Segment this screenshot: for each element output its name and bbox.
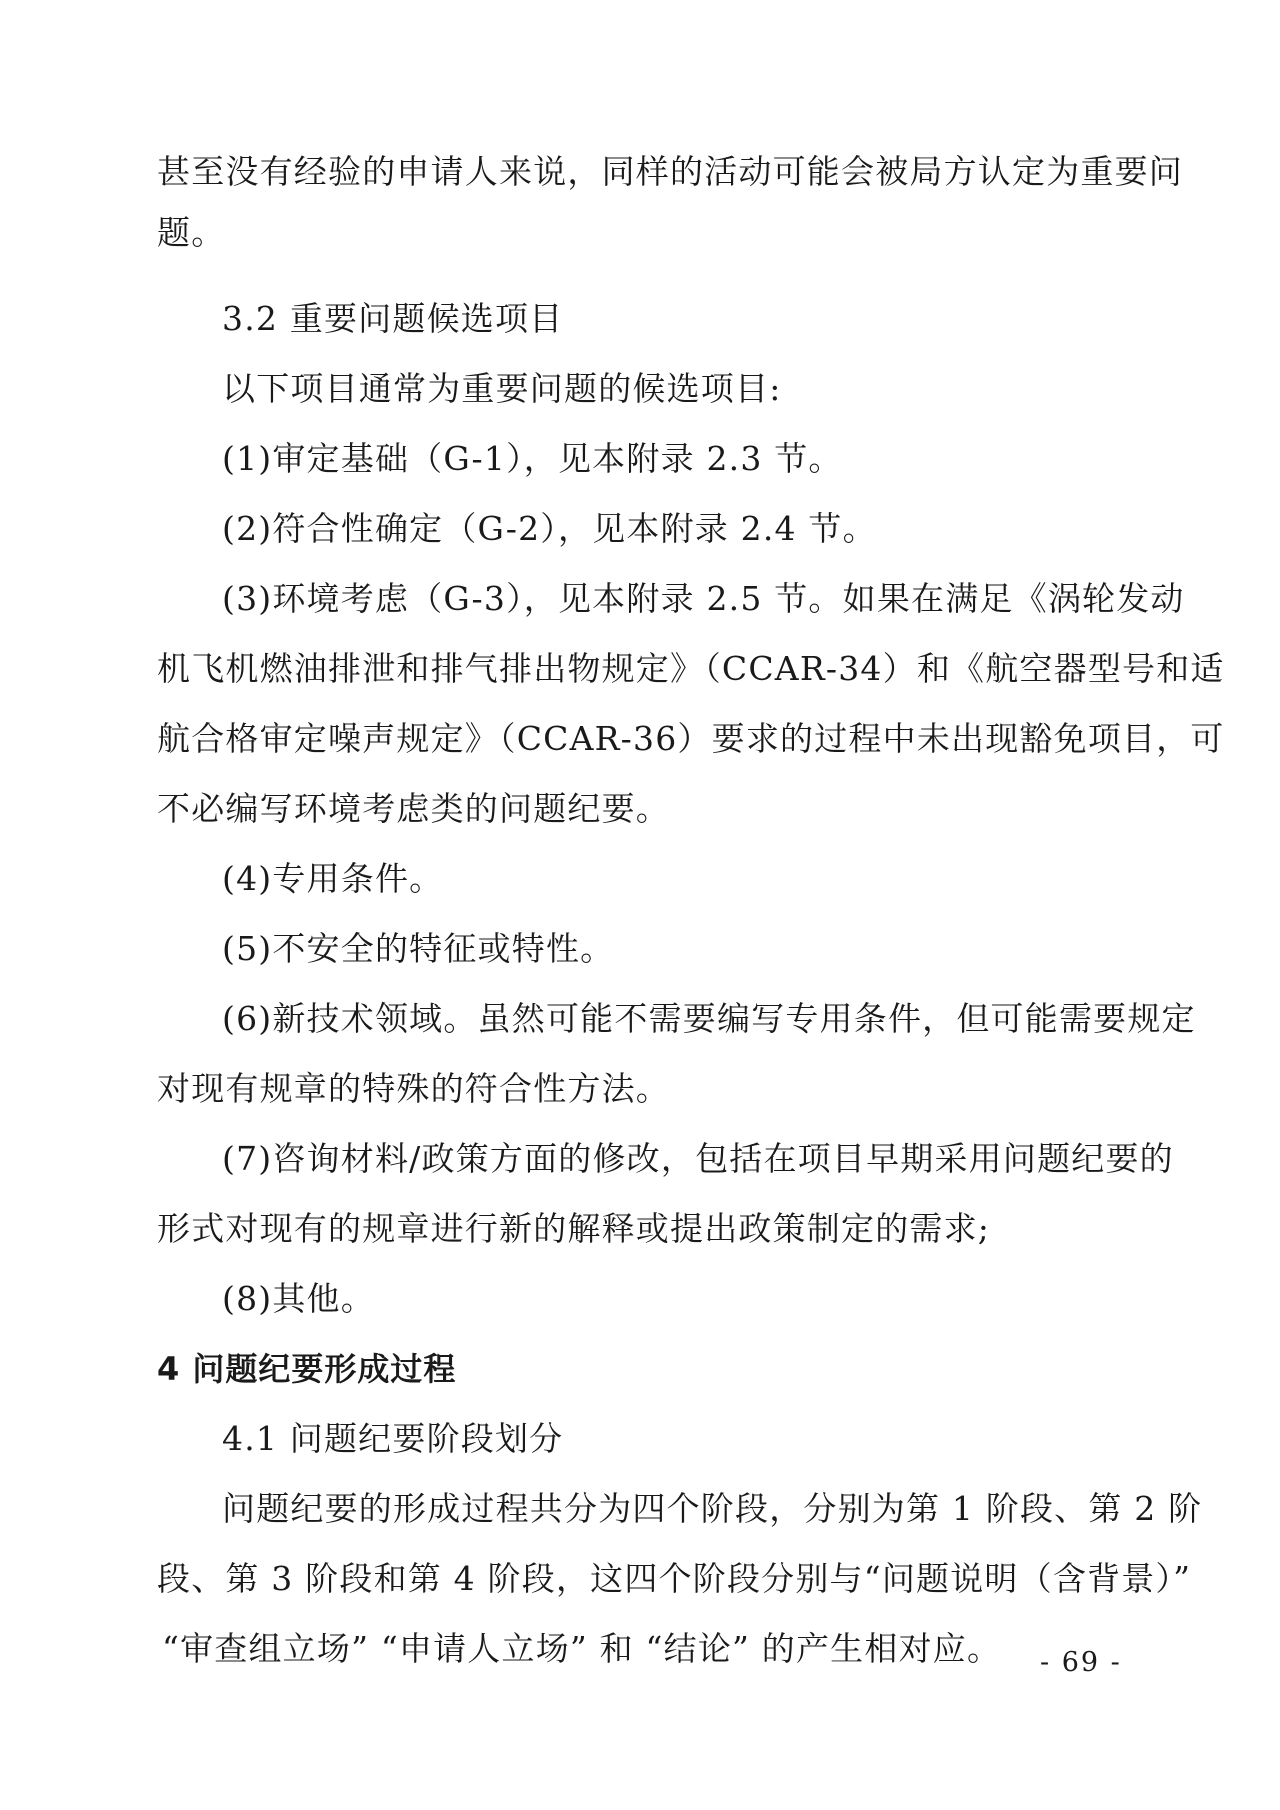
list-item: (8)其他。	[222, 1279, 375, 1318]
page-number: - 69 -	[1040, 1647, 1122, 1678]
paragraph-line: “审查组立场” “申请人立场” 和 “结论” 的产生相对应。	[162, 1629, 1002, 1668]
list-item: (6)新技术领域。虽然可能不需要编写专用条件，但可能需要规定	[222, 999, 1196, 1038]
paragraph-line: 机飞机燃油排泄和排气排出物规定》（CCAR-34）和《航空器型号和适	[157, 649, 1225, 688]
paragraph-line: 甚至没有经验的申请人来说，同样的活动可能会被局方认定为重要问	[157, 152, 1183, 191]
paragraph-line: 对现有规章的特殊的符合性方法。	[157, 1069, 670, 1108]
paragraph-line: 航合格审定噪声规定》（CCAR-36）要求的过程中未出现豁免项目，可	[157, 719, 1225, 758]
paragraph-line: 题。	[157, 213, 226, 252]
subsection-heading-3-2: 3.2 重要问题候选项目	[222, 299, 564, 338]
list-item: (3)环境考虑（G-3），见本附录 2.5 节。如果在满足《涡轮发动	[222, 579, 1185, 618]
paragraph-line: 不必编写环境考虑类的问题纪要。	[157, 789, 670, 828]
section-heading: 4 问题纪要形成过程	[157, 1350, 457, 1388]
paragraph-line: 段、第 3 阶段和第 4 阶段，这四个阶段分别与“问题说明（含背景）”	[157, 1559, 1192, 1598]
list-item: (4)专用条件。	[222, 859, 444, 898]
list-item: (1)审定基础（G-1），见本附录 2.3 节。	[222, 439, 843, 478]
subsection-heading: 4.1 问题纪要阶段划分	[222, 1419, 564, 1458]
paragraph-line: 问题纪要的形成过程共分为四个阶段，分别为第 1 阶段、第 2 阶	[222, 1489, 1203, 1528]
list-item: (7)咨询材料/政策方面的修改，包括在项目早期采用问题纪要的	[222, 1139, 1174, 1178]
paragraph-line: 形式对现有的规章进行新的解释或提出政策制定的需求;	[157, 1209, 991, 1248]
list-item: (2)符合性确定（G-2），见本附录 2.4 节。	[222, 509, 877, 548]
list-item: (5)不安全的特征或特性。	[222, 929, 615, 968]
paragraph-line: 以下项目通常为重要问题的候选项目:	[222, 369, 782, 408]
